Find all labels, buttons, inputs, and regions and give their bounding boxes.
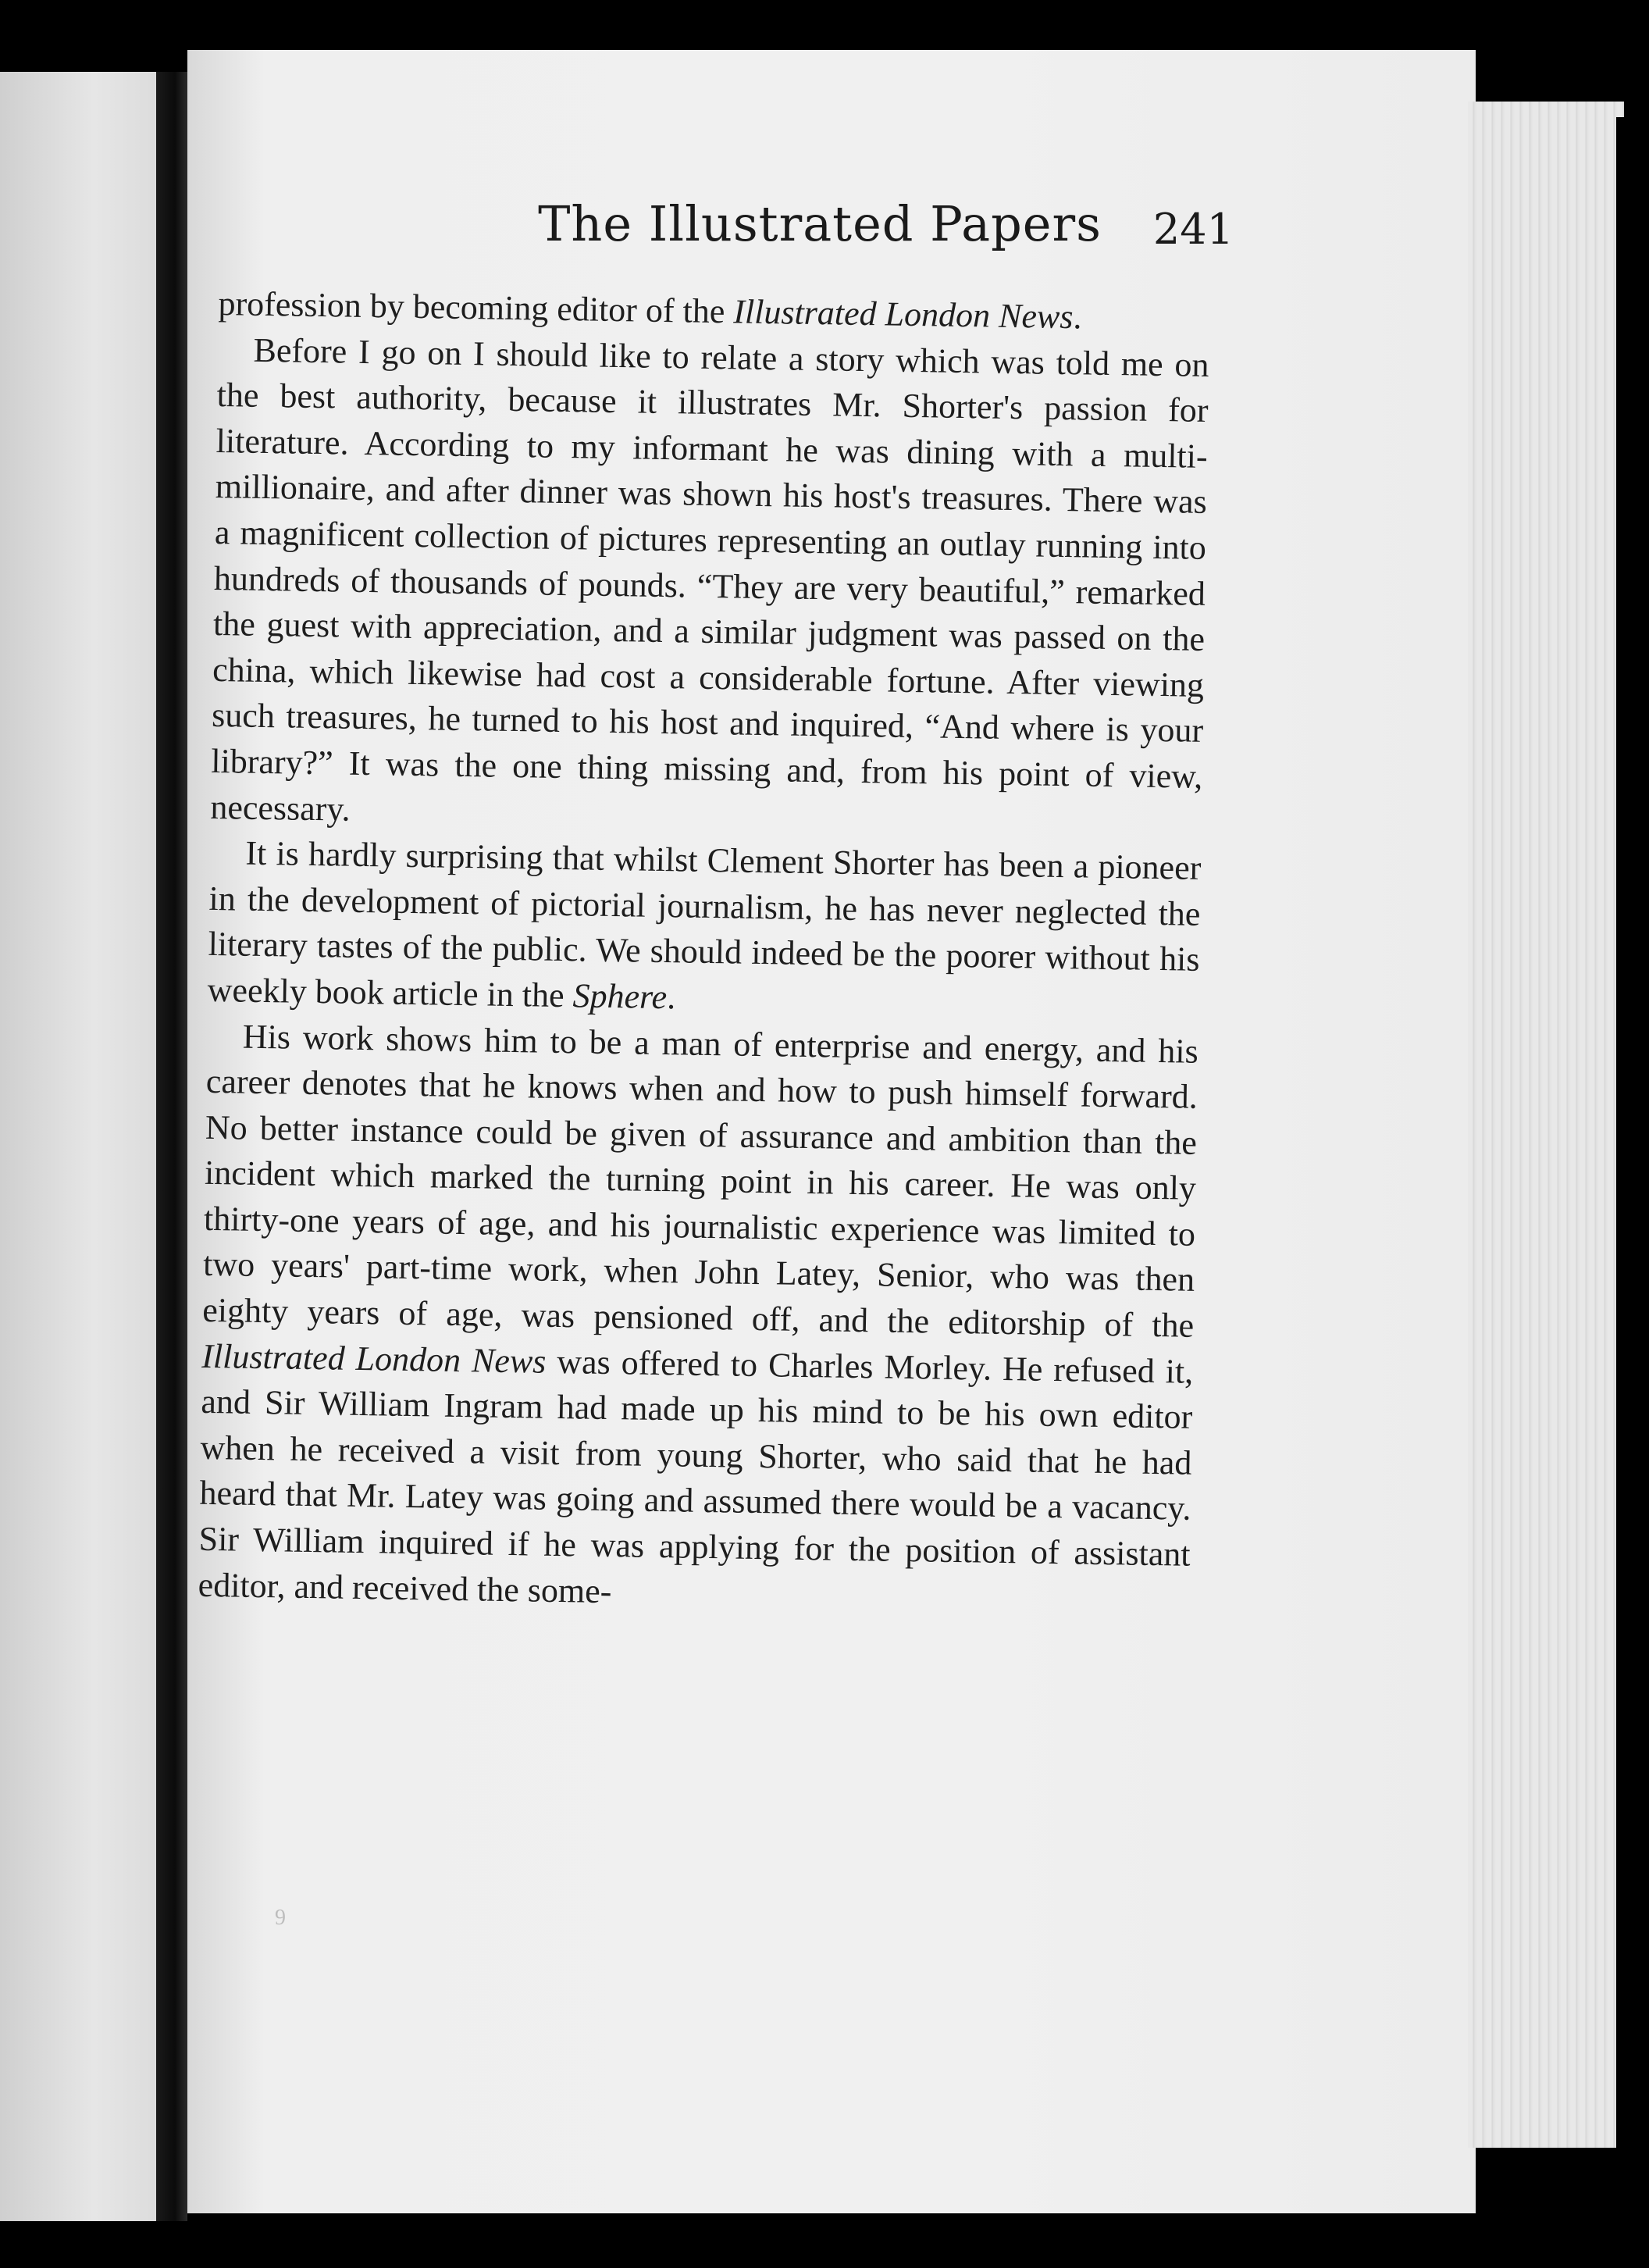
footer-mark: 9 bbox=[275, 1906, 286, 1930]
text-run: . bbox=[666, 978, 676, 1017]
body-text bbox=[198, 281, 1210, 1624]
book-gutter bbox=[156, 72, 187, 2221]
left-facing-page bbox=[0, 72, 156, 2221]
text-run: It is hardly surprising that whilst Clement Shorter has been a pioneer in the development of pictorial journalism, he has never neglected the literary tastes of the public. We should indeed be the poorer without his weekly book article in the bbox=[207, 833, 1202, 1015]
page-edges bbox=[1468, 102, 1624, 2148]
page-number: 241 bbox=[1152, 205, 1234, 254]
paragraph-2 bbox=[210, 327, 1209, 846]
text-run: Before I go on I should like to relate a story which was told me on the best authority, because it illustrates Mr. Shorter's passion for literature. According to my informant he was dining with a multi-millionaire, and after dinner was shown his host's treasures. There was a magnificent collection of pictures representing an outlay running into hundreds of thousands of pounds. “They are very beautiful,” remarked the guest with appreciation, and a similar judgment was passed on the china, which likewise had cost a considerable fortune. After viewing such treasures, he turned to his host and inquired, “And where is your library?” It was the one thing missing and, from his point of view, necessary. bbox=[210, 330, 1209, 829]
text-run: His work shows him to be a man of enterprise and energy, and his career denotes that he knows when and how to push himself forward. No better instance could be given of assurance and ambition than the incident which marked the turning point in his career. He was only thirty-one years of age, and his journalistic experience was limited to two years' part-time work, when John Latey, Senior, who was then eighty years of age, was pensioned off, and the editorship of the bbox=[201, 1017, 1199, 1345]
paragraph-4 bbox=[198, 1013, 1198, 1624]
text-run: . bbox=[1073, 298, 1082, 337]
page-edges-shadow bbox=[1616, 117, 1649, 2148]
text-run: profession by becoming editor of the bbox=[218, 284, 734, 331]
text-run: was offered to Charles Morley. He refused it, and Sir William Ingram had made up his mind to be his own editor when he received a visit from young Shorter, who said that he had heard that Mr. Latey was going and assumed there would be a vacancy. Sir William inquired if he was applying for the position of assistant editor, and received the some- bbox=[198, 1342, 1194, 1610]
text-run-italic: Illustrated London News bbox=[201, 1336, 547, 1381]
text-run-italic: Illustrated London News bbox=[732, 292, 1074, 337]
paragraph-3 bbox=[207, 830, 1202, 1029]
running-head-title: The Illustrated Papers bbox=[538, 195, 1102, 252]
text-run-italic: Sphere bbox=[572, 976, 668, 1017]
